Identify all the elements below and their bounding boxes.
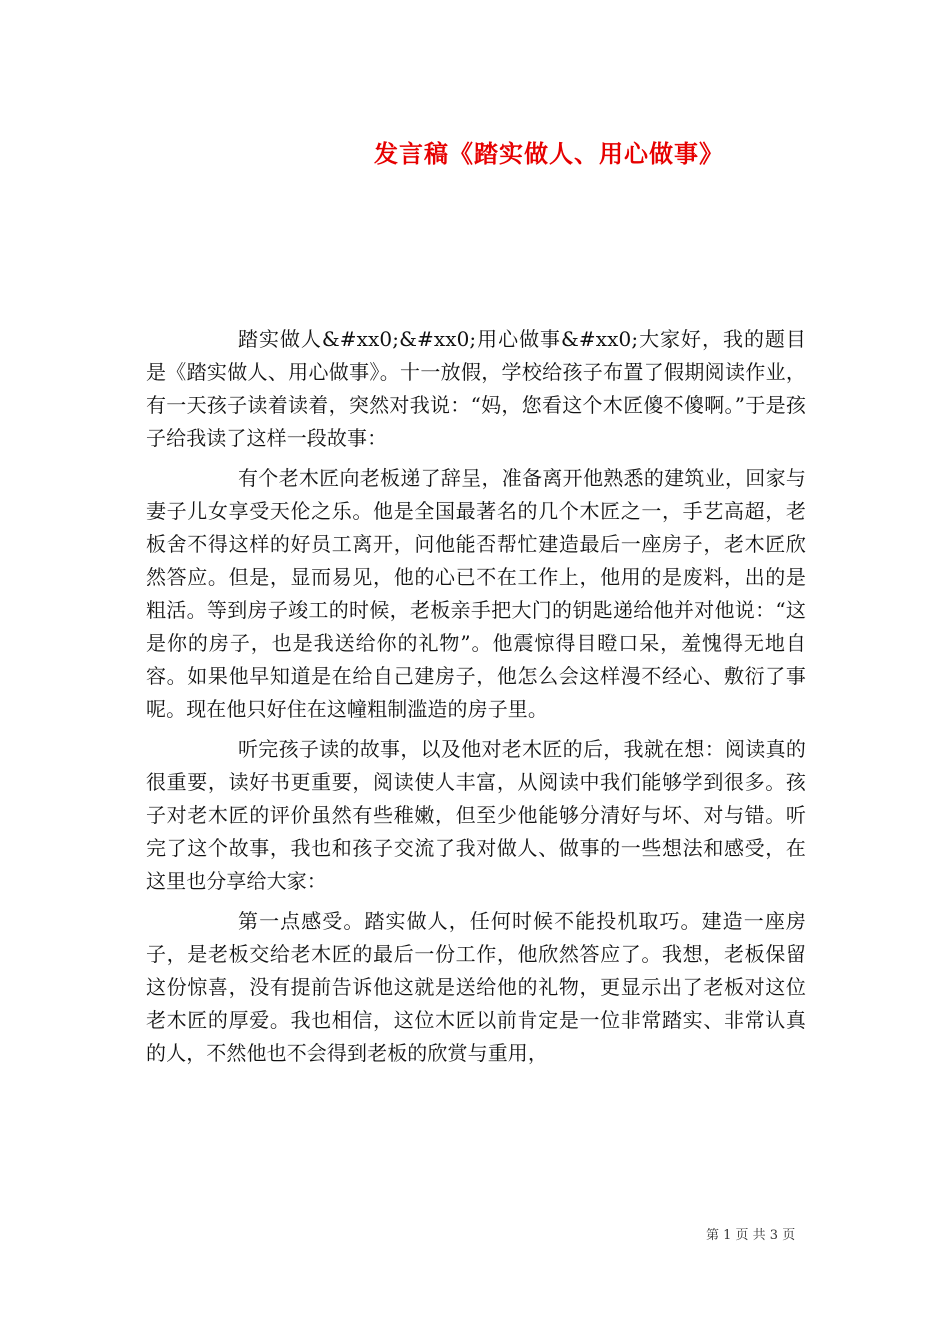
document-body	[146, 323, 806, 1077]
document-title: 发言稿《踏实做人、用心做事》	[374, 139, 724, 168]
paragraph-reflection: 听完孩子读的故事，以及他对老木匠的后，我就在想：阅读真的很重要，读好书更重要，阅读使人丰富，从阅读中我们能够学到很多。孩子对老木匠的评价虽然有些稚嫩，但至少他能够分清好与坏、对与错。听完了这个故事，我也和孩子交流了我对做人、做事的一些想法和感受，在这里也分享给大家：	[146, 737, 806, 893]
paragraph-intro: 踏实做人&#xx0;&#xx0;用心做事&#xx0;大家好，我的题目是《踏实做人、用心做事》。十一放假，学校给孩子布置了假期阅读作业，有一天孩子读着读着，突然对我说：“妈，您看这个木匠傻不傻啊。”于是孩子给我读了这样一段故事：	[146, 327, 806, 450]
paragraph-story: 有个老木匠向老板递了辞呈，准备离开他熟悉的建筑业，回家与妻子儿女享受天伦之乐。他是全国最著名的几个木匠之一，手艺高超，老板舍不得这样的好员工离开，问他能否帮忙建造最后一座房子，老木匠欣然答应。但是，显而易见，他的心已不在工作上，他用的是废料，出的是粗活。等到房子竣工的时候，老板亲手把大门的钥匙递给他并对他说：“这是你的房子，也是我送给你的礼物”。他震惊得目瞪口呆，羞愧得无地自容。如果他早知道是在给自己建房子，他怎么会这样漫不经心、敷衍了事呢。现在他只好住在这幢粗制滥造的房子里。	[146, 466, 806, 721]
paragraph-first-point: 第一点感受。踏实做人，任何时候不能投机取巧。建造一座房子，是老板交给老木匠的最后一份工作，他欣然答应了。我想，老板保留这份惊喜，没有提前告诉他这就是送给他的礼物，更显示出了老板对这位老木匠的厚爱。我也相信，这位木匠以前肯定是一位非常踏实、非常认真的人，不然他也不会得到老板的欣赏与重用，	[146, 909, 806, 1065]
page-number: 第 1 页 共 3 页	[706, 1228, 796, 1243]
